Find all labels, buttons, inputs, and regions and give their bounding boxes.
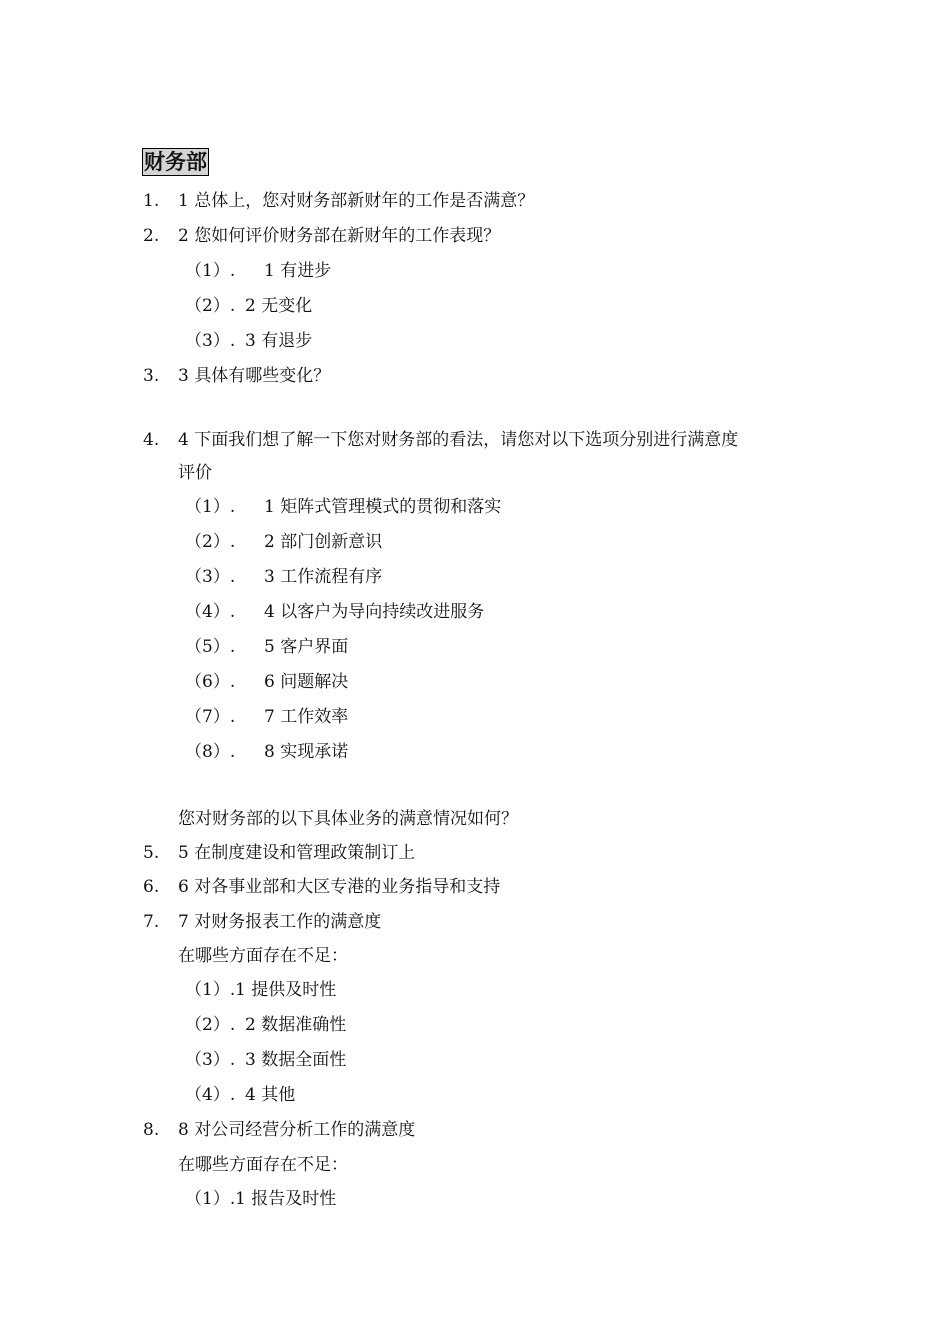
item-text: 6 对各事业部和大区专港的业务指导和支持 [178, 877, 501, 897]
item-number: 8. [143, 1120, 160, 1140]
item-text: 4 下面我们想了解一下您对财务部的看法，请您对以下选项分别进行满意度 [178, 430, 739, 450]
option-mark: （1）. [185, 980, 236, 1000]
option-text: 7 工作效率 [264, 707, 349, 727]
option-text: 2 无变化 [245, 296, 313, 316]
option-text: 4 以客户为导向持续改进服务 [264, 602, 485, 622]
option-text: 1 有进步 [264, 261, 332, 281]
prompt-text: 在哪些方面存在不足： [178, 1155, 348, 1175]
option-mark: （4）. [185, 1085, 236, 1105]
option-text: 6 问题解决 [264, 672, 349, 692]
item-number: 4. [143, 430, 160, 450]
item-text: 1 总体上，您对财务部新财年的工作是否满意？ [178, 191, 535, 211]
option-mark: （5）. [185, 637, 236, 657]
item-text-continued: 评价 [178, 463, 212, 483]
item-text: 5 在制度建设和管理政策制订上 [178, 843, 416, 863]
option-mark: （1）. [185, 1189, 236, 1209]
option-mark: （6）. [185, 672, 236, 692]
item-number: 1. [143, 191, 160, 211]
option-mark: （3）. [185, 331, 236, 351]
option-text: 3 数据全面性 [245, 1050, 347, 1070]
item-number: 2. [143, 226, 160, 246]
option-mark: （1）. [185, 497, 236, 517]
prompt-text: 在哪些方面存在不足： [178, 946, 348, 966]
item-number: 5. [143, 843, 160, 863]
option-text: 3 有退步 [245, 331, 313, 351]
option-text: 1 提供及时性 [235, 980, 337, 1000]
item-number: 6. [143, 877, 160, 897]
intro-text: 您对财务部的以下具体业务的满意情况如何？ [178, 809, 518, 829]
option-text: 3 工作流程有序 [264, 567, 383, 587]
option-text: 4 其他 [245, 1085, 296, 1105]
page-title: 财务部 [144, 150, 207, 174]
option-text: 1 矩阵式管理模式的贯彻和落实 [264, 497, 502, 517]
item-text: 7 对财务报表工作的满意度 [178, 912, 382, 932]
item-text: 8 对公司经营分析工作的满意度 [178, 1120, 416, 1140]
option-mark: （2）. [185, 1015, 236, 1035]
item-number: 7. [143, 912, 160, 932]
option-mark: （2）. [185, 532, 236, 552]
option-mark: （4）. [185, 602, 236, 622]
item-text: 2 您如何评价财务部在新财年的工作表现？ [178, 226, 501, 246]
option-text: 5 客户界面 [264, 637, 349, 657]
option-mark: （3）. [185, 1050, 236, 1070]
option-mark: （7）. [185, 707, 236, 727]
option-mark: （3）. [185, 567, 236, 587]
option-mark: （1）. [185, 261, 236, 281]
option-text: 2 部门创新意识 [264, 532, 383, 552]
item-number: 3. [143, 366, 160, 386]
option-text: 2 数据准确性 [245, 1015, 347, 1035]
option-text: 8 实现承诺 [264, 742, 349, 762]
item-text: 3 具体有哪些变化？ [178, 366, 331, 386]
option-mark: （2）. [185, 296, 236, 316]
option-mark: （8）. [185, 742, 236, 762]
option-text: 1 报告及时性 [235, 1189, 337, 1209]
